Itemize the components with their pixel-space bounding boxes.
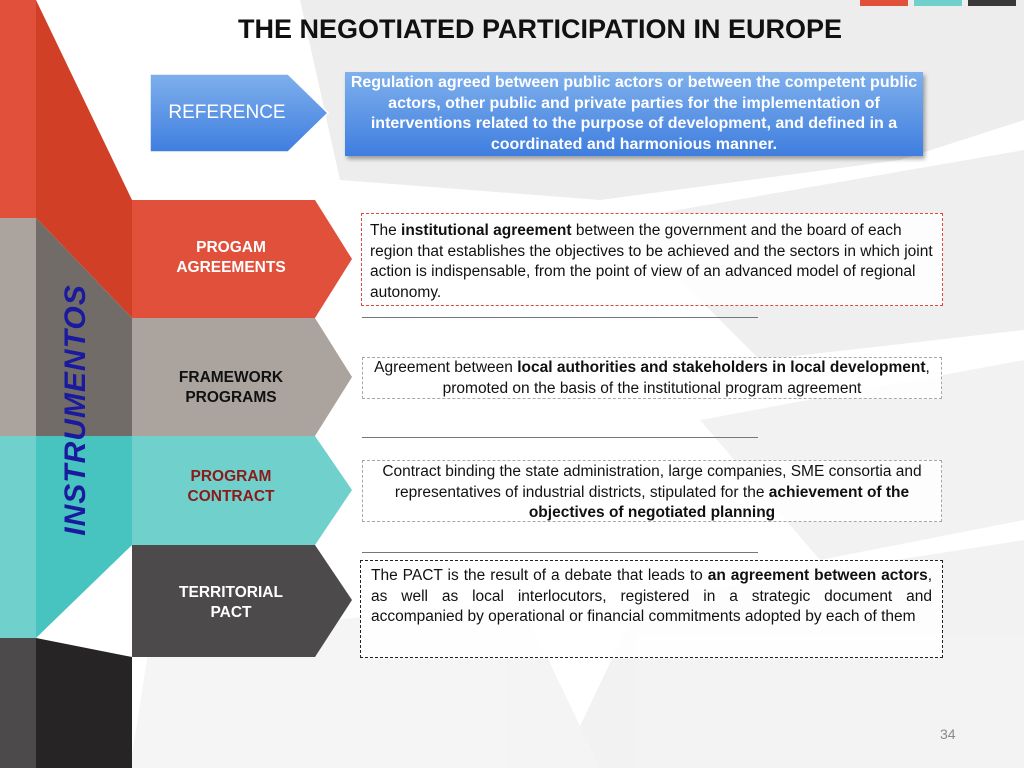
label-framework-programs <box>140 368 322 408</box>
desc-bold: local authorities and stakeholders in local development <box>517 359 926 376</box>
desc-framework-programs <box>362 357 942 399</box>
reference-definition: Regulation agreed between public actors or between the competent public actors, other public and private parties for the implementation of interventions related to the purpose of development, and defined in a coordinated and harmonious manner. <box>345 72 923 156</box>
desc-pre: Agreement between <box>374 359 518 376</box>
page-number: 34 <box>940 726 956 742</box>
top-red-bar <box>860 0 908 6</box>
label-territorial-pact <box>140 583 322 623</box>
instruments-side-label: INSTRUMENTOS <box>59 284 92 536</box>
desc-post: , promoted on the basis of the institutional program agreement <box>442 359 930 397</box>
band-teal-left <box>0 436 36 638</box>
label-program-contract-text: PROGRAM CONTRACT <box>187 468 275 505</box>
label-program-agreements-text: PROGAM AGREEMENTS <box>176 239 286 276</box>
desc-post: , as well as local interlocutors, registered in a strategic document and accompanied by operational or financial commitments adopted by each of them <box>371 567 932 625</box>
label-program-contract <box>140 467 322 507</box>
desc-post: between the government and the board of each region that establishes the objectives to be achieved and the sectors in which joint action is indispensable, from the point of view of an advanced model of regional autonomy. <box>370 222 933 301</box>
separator-line <box>362 552 758 553</box>
label-framework-programs-text: FRAMEWORK PROGRAMS <box>178 369 284 406</box>
desc-pre: Contract binding the state administration, large companies, SME consortia and representatives of industrial districts, stipulated for the <box>382 463 922 501</box>
reference-label: REFERENCE <box>168 102 286 123</box>
top-dark-bar <box>968 0 1016 6</box>
band-charcoal-left <box>0 638 36 768</box>
desc-bold: achievement of the objectives of negotiated planning <box>528 483 910 521</box>
desc-bold: institutional agreement <box>401 222 572 239</box>
separator-line <box>362 437 758 438</box>
page-title: THE NEGOTIATED PARTICIPATION IN EUROPE <box>237 14 843 44</box>
band-charcoal-diag <box>36 638 132 768</box>
desc-territorial-pact <box>360 560 943 658</box>
separator-line <box>362 317 758 318</box>
band-red-left <box>0 0 36 218</box>
label-territorial-pact-text: TERRITORIAL PACT <box>179 584 283 621</box>
desc-bold: an agreement between actors <box>707 567 928 584</box>
label-program-agreements <box>140 238 322 278</box>
top-teal-bar <box>914 0 962 6</box>
band-gray-left <box>0 218 36 436</box>
desc-pre: The PACT is the result of a debate that leads to <box>371 567 708 584</box>
desc-pre: The <box>370 222 402 239</box>
desc-program-agreements <box>361 213 943 306</box>
desc-program-contract <box>362 460 942 522</box>
